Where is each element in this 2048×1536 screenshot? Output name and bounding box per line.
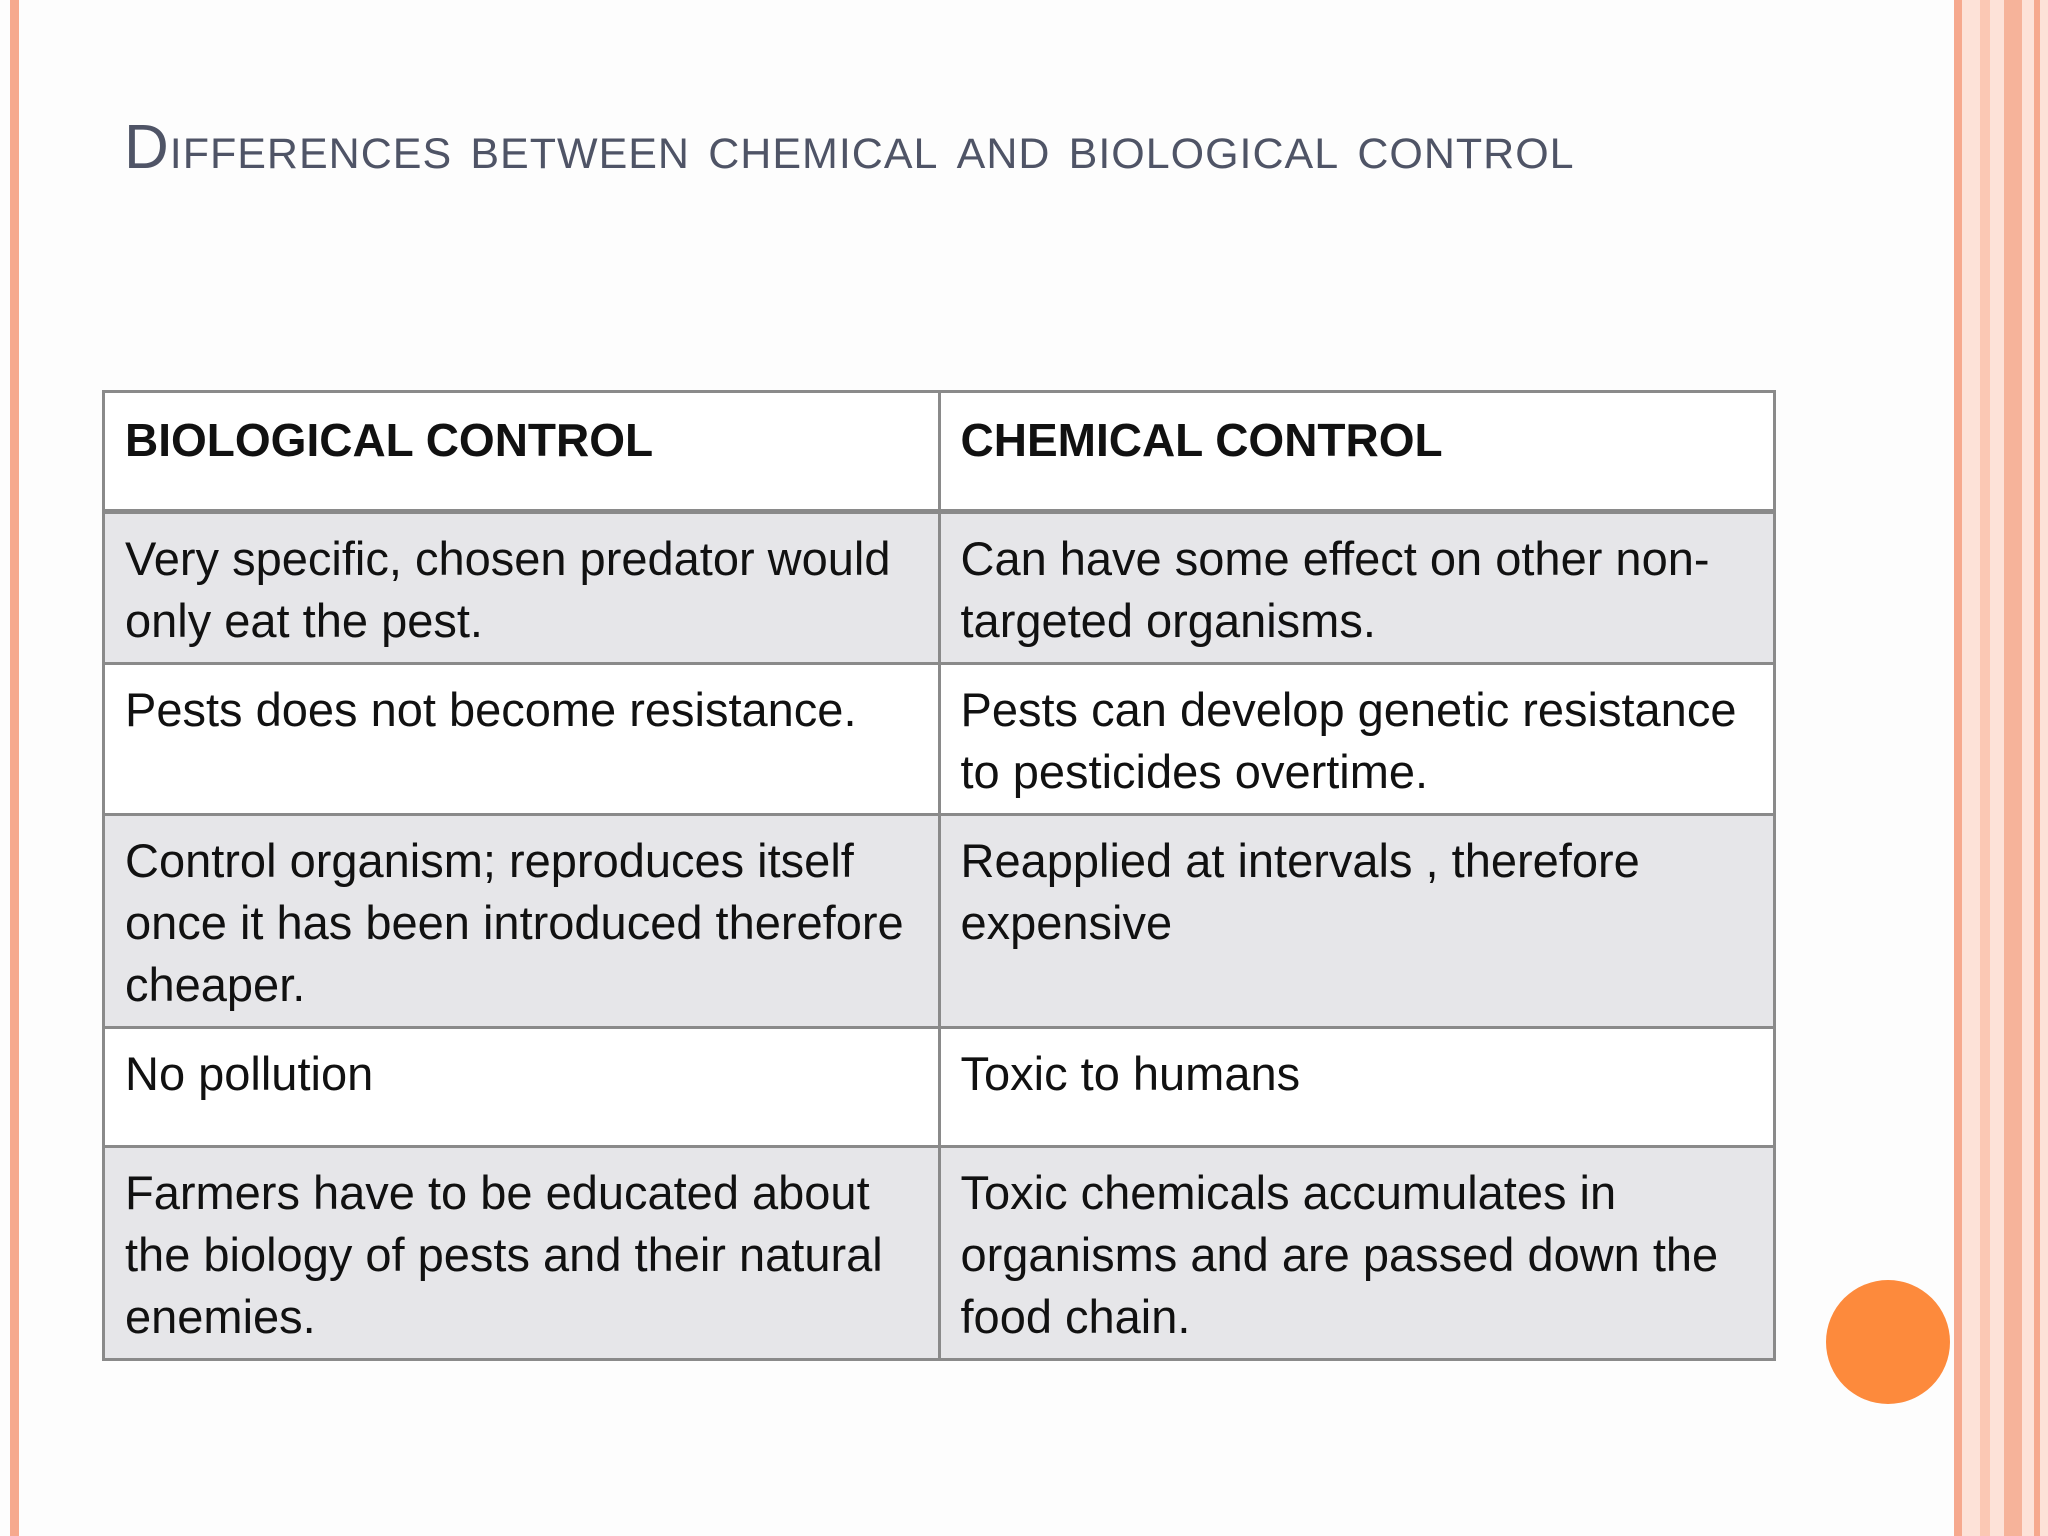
- table-row: [104, 1147, 1775, 1360]
- chemical-cell: Can have some effect on other non-targeted organisms.: [939, 512, 1775, 664]
- table-row: [104, 1028, 1775, 1147]
- chemical-cell: Reapplied at intervals , therefore expensive: [939, 815, 1775, 1028]
- biological-cell: Control organism; reproduces itself once it has been introduced therefore cheaper.: [104, 815, 940, 1028]
- table-row: [104, 664, 1775, 815]
- table-row: [104, 512, 1775, 664]
- biological-cell: Farmers have to be educated about the biology of pests and their natural enemies.: [104, 1147, 940, 1360]
- slide-title: Differences between chemical and biological control: [124, 113, 1575, 182]
- header-biological-control: BIOLOGICAL CONTROL: [104, 392, 940, 512]
- biological-cell: Pests does not become resistance.: [104, 664, 940, 815]
- right-decorative-band: [1954, 0, 2048, 1536]
- table-row: [104, 815, 1775, 1028]
- biological-cell: No pollution: [104, 1028, 940, 1147]
- orange-circle-decoration: [1826, 1280, 1950, 1404]
- comparison-table: [102, 390, 1776, 1361]
- table-header-row: [104, 392, 1775, 512]
- biological-cell: Very specific, chosen predator would only eat the pest.: [104, 512, 940, 664]
- chemical-cell: Toxic to humans: [939, 1028, 1775, 1147]
- chemical-cell: Pests can develop genetic resistance to pesticides overtime.: [939, 664, 1775, 815]
- chemical-cell: Toxic chemicals accumulates in organisms and are passed down the food chain.: [939, 1147, 1775, 1360]
- header-chemical-control: CHEMICAL CONTROL: [939, 392, 1775, 512]
- left-decorative-stripe: [10, 0, 19, 1536]
